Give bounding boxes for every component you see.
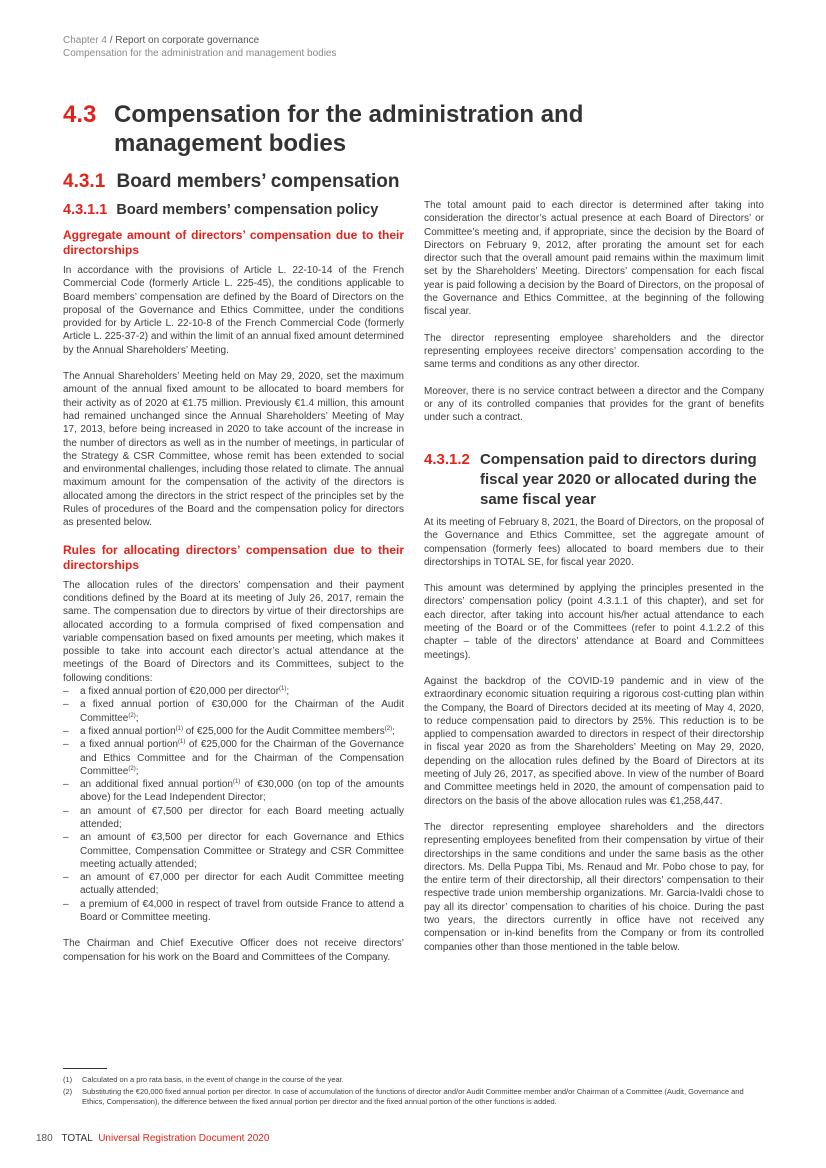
footnote-ref: (2) bbox=[128, 765, 136, 772]
paragraph: The allocation rules of the directors’ compensation and their payment conditions defined by the Board at its meeting of July 26, 2017, remain the same. The compensation due to directors by virtue of their directorships are allocated according to a formula comprised of fixed compensation and variable compensation based on fixed amounts per meeting, which makes it possible to take into account each director’s actual attendance at the meetings of the Board of Directors and its Committees, subject to the following conditions: bbox=[63, 579, 404, 684]
paragraph: The Annual Shareholders’ Meeting held on May 29, 2020, set the maximum amount of the annual fixed amount to be allocated to board members for their activity as of 2020 at €1.75 million. Previously €1.4 million, this amount had remained unchanged since the Annual Shareholders’ Meeting of May 17, 2013, before being increased in 2020 to take account of the increase in the number of directors as well as in the number of meetings, in particular of the Strategy & CSR Committee, whose remit has been extended to social and environmental challenges, including those related to climate. The annual maximum amount for the compensation of the activity of the directors is allocated among the directors in the strict respect of the principles set by the Rules of procedures of the Board and the compensation policy for directors as presented below. bbox=[63, 371, 404, 529]
compensation-paid-heading-text: Compensation paid to directors during fiscal year 2020 or allocated during the same fiscal year bbox=[480, 451, 757, 508]
aggregate-amount-heading: Aggregate amount of directors’ compensation due to their directorships bbox=[63, 228, 404, 257]
subsection-title-text: Board members’ compensation bbox=[116, 171, 400, 192]
section-number: 4.3 bbox=[63, 101, 97, 128]
right-column-top bbox=[424, 199, 764, 424]
policy-heading-text: Board members’ compensation policy bbox=[116, 202, 379, 218]
paragraph: Against the backdrop of the COVID-19 pandemic and in view of the extraordinary economic situation requiring a rigorous cost-cutting plan within the Company, the Board of Directors decided at its meeting of May 4, 2020, to reduce compensation paid to directors by 25%. This reduction is to be applied to compensation awarded to directors in respect of their directorship in fiscal year 2020 as from the Shareholders’ Meeting on May 29, 2020, depending on the allocation rules defined by the Board of Directors at its meeting of July 26, 2017, as specified above. In view of the number of Board and Committee meetings held in 2020, the amount of compensation paid to directors on the basis of the above allocation rules was €1,258,447. bbox=[424, 675, 764, 807]
header-subtitle: Compensation for the administration and management bodies bbox=[63, 48, 337, 59]
subsection-title bbox=[63, 170, 400, 194]
list-item: – a fixed annual portion$^{(1)}$ of €25,000 for the Chairman of the Governance and Ethics Committee and for the Chairman of the Compensation Committee$^{(2)}$; bbox=[63, 738, 404, 778]
paragraph: The total amount paid to each director is determined after taking into consideration the director’s actual presence at each Board of Directors’ or Committee’s meeting and, if appropriate, since the decision by the Board of Directors on February 9, 2012, after prorating the amount set for each director such that the overall amount paid remains within the maximum limit set by the Shareholders’ Meeting. Directors’ compensation for each fiscal year is paid following a decision by the Board of Directors, on the proposal of the Governance and Ethics Committee, at the beginning of the following fiscal year. bbox=[424, 200, 764, 318]
conditions-list bbox=[63, 685, 404, 924]
chapter-label: Chapter 4 bbox=[63, 35, 107, 46]
running-header bbox=[63, 34, 337, 60]
header-separator: / bbox=[106, 35, 116, 46]
allocation-rules-heading: Rules for allocating directors’ compensation due to their directorships bbox=[63, 542, 404, 572]
footnote-ref: (2) bbox=[384, 725, 393, 732]
paragraph: The Chairman and Chief Executive Officer does not receive directors’ compensation for his work on the Board and Committees of the Company. bbox=[63, 938, 404, 963]
paragraph: The director representing employee shareholders and the directors representing employees benefited from their compensation by virtue of their directorships in the same conditions and under the same basis as the other directors. Ms. Della Puppa Tibi, Ms. Renaud and Mr. Pobo chose to pay, for the entire term of their directorship, all their directors’ compensation to their respective trade union membership organizations. Mr. Garcia-Ivaldi chose to pay all its director’ compensation to charities of his choice. During the past two years, the directors currently in office have not received any compensation or in-kind benefits from the Company or from its controlled companies other than those mentioned in the table below. bbox=[424, 821, 764, 953]
section-title bbox=[63, 100, 703, 158]
section-title-text: Compensation for the administration and management bodies bbox=[114, 101, 584, 157]
list-item: – a fixed annual portion$^{(1)}$ of €25,000 for the Audit Committee members$^{(2)}$; bbox=[63, 725, 404, 738]
footnote-ref: (2) bbox=[128, 712, 136, 719]
policy-heading-number: 4.3.1.1 bbox=[63, 202, 108, 218]
footnote-ref: (1) bbox=[178, 739, 186, 746]
paragraph: This amount was determined by applying the principles presented in the directors’ compensation policy (point 4.3.1.1 of this chapter), and set for each director, after taking into account his/her actual attendance to each meeting of the Board or of the Committees (refer to point 4.1.2.2 of this chapter – table of the directors’ attendance at Board and Committees meetings). bbox=[424, 583, 764, 661]
page-footer bbox=[36, 1133, 269, 1144]
chapter-title: Report on corporate governance bbox=[115, 35, 260, 46]
paragraph: Moreover, there is no service contract between a director and the Company or any of its controlled companies that provides for the grant of benefits under such a contract. bbox=[424, 385, 764, 424]
list-item: – a premium of €4,000 in respect of travel from outside France to attend a Board or Committee meeting. bbox=[63, 898, 404, 925]
footnote-ref: (1) bbox=[279, 686, 287, 693]
page-number: 180 bbox=[36, 1133, 53, 1144]
list-item: – a fixed annual portion of €20,000 per director$^{(1)}$; bbox=[63, 685, 404, 698]
footnote: (2) Substituting the €20,000 fixed annual portion per director. In case of accumulation of the functions of director and/or Audit Committee member and/or Chairman of a Committee (Audit, Governance and Ethics, Compensation), the difference between the fixed annual portion per director and the fixed annual portion of the other functions is added. bbox=[63, 1087, 744, 1106]
brand-name: TOTAL bbox=[61, 1133, 93, 1144]
footnote-divider bbox=[63, 1068, 107, 1069]
subsection-number: 4.3.1 bbox=[63, 171, 106, 192]
list-item: – an additional fixed annual portion$^{(1)}$ of €30,000 (on top of the amounts above) for the Lead Independent Director; bbox=[63, 778, 404, 805]
footnote-ref: (1) bbox=[175, 725, 183, 732]
list-item: – a fixed annual portion of €30,000 for the Chairman of the Audit Committee$^{(2)}$; bbox=[63, 698, 404, 725]
left-column bbox=[63, 228, 404, 964]
paragraph: The director representing employee shareholders and the director representing employees receive directors’ compensation according to the same terms and conditions as any other director. bbox=[424, 332, 764, 371]
document-title: Universal Registration Document 2020 bbox=[98, 1133, 270, 1144]
policy-heading bbox=[63, 201, 378, 220]
paragraph: In accordance with the provisions of Article L. 22-10-14 of the French Commercial Code (formerly Article L. 225-45), the conditions applicable to Board members’ compensation are defined by the Board of Directors on the proposal of the Governance and Ethics Committee, under the conditions provided for by Article L. 22-10-8 of the French Commercial Code (formerly Article L. 225-37-2) and within the limit of an annual fixed amount determined by the Annual Shareholders’ Meeting. bbox=[63, 265, 404, 356]
list-item: – an amount of €3,500 per director for each Governance and Ethics Committee, Compensation Committee or Strategy and CSR Committee meeting actually attended; bbox=[63, 831, 404, 871]
footnote-ref: (1) bbox=[232, 779, 241, 786]
list-item: – an amount of €7,000 per director for each Audit Committee meeting actually attended; bbox=[63, 871, 404, 898]
list-item: – an amount of €7,500 per director for each Board meeting actually attended; bbox=[63, 805, 404, 832]
footnote: (1) Calculated on a pro rata basis, in the event of change in the course of the year. bbox=[63, 1075, 344, 1084]
compensation-paid-heading bbox=[424, 450, 764, 510]
compensation-paid-heading-number: 4.3.1.2 bbox=[424, 451, 470, 468]
right-column-bottom bbox=[424, 516, 764, 954]
paragraph: At its meeting of February 8, 2021, the Board of Directors, on the proposal of the Governance and Ethics Committee, set the aggregate amount of compensation (formerly fees) allocated to board members due to their directorships in TOTAL SE, for fiscal year 2020. bbox=[424, 517, 764, 568]
